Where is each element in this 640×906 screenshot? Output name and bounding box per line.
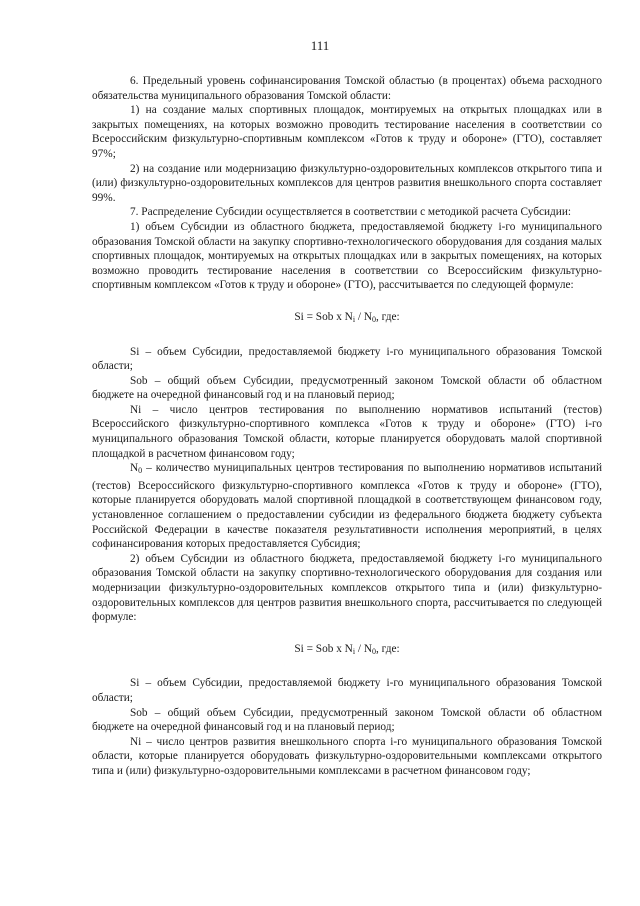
document-body <box>92 74 602 779</box>
formula-1: Si = Sob x $N_i / N_0$, где: <box>294 310 400 324</box>
formula-2: Si = Sob x $N_i / N_0$, где: <box>294 642 400 656</box>
paragraph-6-1: 1) на создание малых спортивных площадок, монтируемых на открытых площадках или в закрытых помещениях, на которых возможно проводить тестирование населения в соответствии со Всероссийским физкультурно-спортивным комплексом «Готов к труду и обороне» (ГТО), составляет 97%; <box>92 104 602 160</box>
definition-sob: Sob – общий объем Субсидии, предусмотренный законом Томской области об областном бюджете на очередной финансовый год и на плановый период; <box>92 374 602 402</box>
definition-n0: $N_0$ – количество муниципальных центров тестирования по выполнению нормативов испытаний (тестов) Всероссийского физкультурно-спортивного комплекса «Готов к труду и обороне» (ГТО), которые планируется оборудовать малой спортивной площадкой в соответствующем финансовом году, установленное соглашением о предоставлении субсидии из федерального бюджета бюджету субъекта Российской Федерации в качестве показателя результативности исполнения мероприятий, в целях софинансирования которых предоставляется Субсидия; <box>92 462 602 551</box>
paragraph-7-1: 1) объем Субсидии из областного бюджета, предоставляемой бюджету i-го муниципального образования Томской области на закупку спортивно-технологического оборудования для создания малых спортивных площадок, монтируемых на открытых площадках или в закрытых помещениях, на которых возможно проводить тестирование населения в соответствии со Всероссийским физкультурно-спортивным комплексом «Готов к труду и обороне» (ГТО), рассчитывается по следующей формуле: <box>92 220 602 292</box>
definition-si: Si – объем Субсидии, предоставляемой бюджету i-го муниципального образования Томской области; <box>92 345 602 373</box>
paragraph-6-2: 2) на создание или модернизацию физкультурно-оздоровительных комплексов открытого типа и (или) физкультурно-оздоровительных комплексов для центров развития внешкольного спорта составляет 99%. <box>92 162 602 204</box>
paragraph-7: 7. Распределение Субсидии осуществляется в соответствии с методикой расчета Субсидии: <box>130 206 572 219</box>
definition-ni-2: Ni – число центров развития внешкольного спорта i-го муниципального образования Томской области, которые планируется оборудовать физкультурно-оздоровительными комплексами открытого типа и (или) физкультурно-оздоровительными комплексами в расчетном финансовом году; <box>92 735 602 777</box>
definition-sob-2: Sob – общий объем Субсидии, предусмотренный законом Томской области об областном бюджете на очередной финансовый год и на плановый период; <box>92 706 602 734</box>
paragraph-7-2: 2) объем Субсидии из областного бюджета, предоставляемой бюджету i-го муниципального образования Томской области на закупку спортивно-технологического оборудования для создания или модернизации физкультурно-оздоровительных комплексов открытого типа и (или) физкультурно-оздоровительных комплексов для центров развития внешкольного спорта, рассчитывается по следующей формуле: <box>92 552 602 624</box>
definition-si-2: Si – объем Субсидии, предоставляемой бюджету i-го муниципального образования Томской области; <box>92 677 602 704</box>
definition-ni: Ni – число центров тестирования по выполнению нормативов испытаний (тестов) Всероссийского физкультурно-спортивного комплекса «Готов к труду и обороне» (ГТО) i-го муниципального образования Томской области, которые планируется оборудовать малой спортивной площадкой в расчетном финансовом году; <box>92 403 602 460</box>
page-number: 111 <box>310 38 330 53</box>
paragraph-6: 6. Предельный уровень софинансирования Томской областью (в процентах) объема расходного обязательства муниципального образования Томской области: <box>92 75 602 102</box>
